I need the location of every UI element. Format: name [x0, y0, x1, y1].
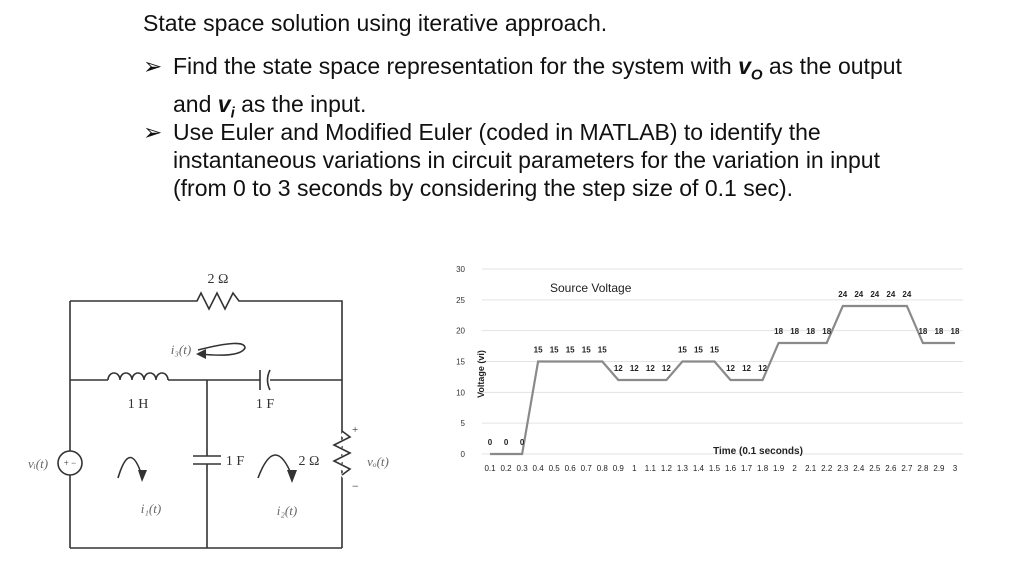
chart-title: Source Voltage	[550, 281, 632, 295]
data-label: 12	[661, 364, 671, 373]
data-label: 24	[902, 290, 912, 299]
x-tick-label: 1.1	[644, 464, 656, 473]
data-label: 15	[581, 345, 591, 355]
data-label: 12	[758, 364, 768, 373]
output-minus: −	[352, 479, 359, 493]
x-tick-label: 0.8	[596, 464, 608, 473]
label-r-top: 2 Ω	[207, 272, 229, 287]
x-tick-label: 1.6	[724, 464, 737, 473]
label-i2: i₂(t)	[276, 503, 298, 518]
x-tick-label: 1.7	[740, 464, 753, 473]
data-label: 18	[790, 327, 800, 336]
top-resistor-wire	[70, 293, 342, 548]
bullet-state-space	[143, 52, 903, 127]
x-tick-label: 2.7	[901, 464, 913, 473]
data-label: 15	[710, 345, 719, 355]
x-tick-label: 1.9	[773, 464, 785, 473]
data-label: 12	[726, 364, 735, 373]
x-tick-label: 0.6	[564, 464, 576, 473]
data-label: 18	[774, 327, 784, 336]
x-tick-label: 1	[632, 464, 637, 473]
x-axis-label: Time (0.1 seconds)	[713, 446, 803, 457]
label-cap-mid: 1 F	[225, 454, 245, 469]
x-tick-label: 0.1	[484, 464, 496, 473]
x-tick-label: 2.3	[837, 464, 849, 473]
x-tick-label: 0.7	[580, 464, 592, 473]
x-tick-label: 1.2	[660, 464, 672, 473]
circuit-diagram	[0, 258, 400, 563]
input-subscript: i	[230, 104, 235, 122]
x-tick-label: 2.9	[933, 464, 945, 473]
x-tick-label: 0.3	[516, 464, 528, 473]
arrowhead-icon	[138, 470, 147, 482]
loop-arrow-i2	[258, 455, 292, 478]
page-title: State space solution using iterative approach.	[143, 10, 608, 36]
data-label: 0	[519, 438, 525, 447]
data-label: 0	[503, 438, 509, 447]
arrow-bullet-icon: ➢	[143, 53, 163, 79]
data-label: 18	[918, 327, 928, 336]
data-label: 12	[613, 364, 623, 373]
y-tick-label: 0	[460, 450, 465, 459]
data-label: 12	[645, 364, 655, 373]
data-label: 18	[806, 327, 816, 336]
bullet-text-part: as the output and	[173, 53, 902, 117]
x-tick-label: 0.5	[548, 464, 560, 473]
data-label: 15	[549, 345, 559, 355]
x-tick-label: 0.9	[612, 464, 624, 473]
input-symbol: v	[217, 90, 231, 117]
label-r-right: 2 Ω	[298, 454, 320, 469]
x-tick-label: 2.5	[869, 464, 881, 473]
x-tick-label: 2	[792, 464, 797, 473]
data-label: 18	[950, 327, 960, 336]
data-label: 18	[822, 327, 832, 336]
x-tick-label: 1.8	[757, 464, 769, 473]
label-cap-top: 1 F	[255, 397, 275, 412]
x-tick-label: 2.4	[853, 464, 865, 473]
output-plus: +	[352, 424, 359, 436]
y-axis-label: Voltage (vi)	[476, 350, 486, 398]
bullet-euler	[143, 118, 903, 202]
x-tick-label: 2.2	[821, 464, 833, 473]
data-label: 24	[854, 290, 864, 299]
arrowhead-icon	[287, 470, 297, 483]
y-tick-label: 25	[456, 295, 465, 305]
x-tick-label: 2.8	[917, 464, 929, 473]
data-label: 15	[677, 345, 687, 355]
y-tick-label: 15	[456, 357, 465, 367]
data-label: 24	[870, 290, 880, 299]
bullet-text: Use Euler and Modified Euler (coded in MATLAB) to identify the instantaneous variations in circuit parameters for the variation in input (from 0 to 3 seconds by considering the step size of 0.1 sec).	[173, 119, 880, 201]
data-label: 15	[533, 345, 543, 355]
bullet-text-part: Find the state space representation for the system with	[173, 53, 739, 79]
x-tick-label: 2.6	[885, 464, 897, 473]
label-i1: i₁(t)	[140, 501, 162, 516]
y-tick-label: 20	[456, 326, 465, 336]
y-tick-label: 5	[460, 419, 465, 429]
output-symbol: v	[738, 53, 751, 79]
data-label: 12	[629, 364, 639, 373]
x-tick-label: 2.1	[805, 464, 817, 473]
series-line	[487, 306, 955, 454]
label-source: vᵢ(t)	[27, 456, 49, 471]
cap-top-plate-right	[268, 370, 271, 390]
data-label: 15	[597, 345, 607, 355]
x-tick-label: 1.3	[676, 464, 688, 473]
data-label: 15	[693, 345, 703, 355]
x-tick-label: 0.4	[532, 464, 544, 473]
label-output: vₒ(t)	[367, 454, 389, 469]
data-label: 0	[487, 438, 493, 447]
bullet-text-part: as the input.	[234, 90, 367, 117]
y-axis-ticks	[456, 265, 465, 459]
x-tick-label: 3	[952, 464, 958, 473]
x-axis-ticks	[484, 464, 957, 473]
source-polarity: + −	[63, 458, 77, 468]
inductor-coil	[108, 373, 168, 380]
x-tick-label: 0.2	[500, 464, 512, 473]
x-tick-label: 1.4	[692, 464, 705, 473]
y-tick-label: 10	[456, 388, 465, 398]
data-label: 12	[742, 364, 752, 373]
data-label: 18	[934, 327, 944, 336]
data-label: 24	[838, 290, 848, 299]
y-tick-label: 30	[456, 265, 465, 274]
label-i3: i₃(t)	[170, 342, 192, 357]
arrow-bullet-icon: ➢	[143, 119, 163, 145]
output-subscript: O	[750, 66, 763, 84]
bullet-text	[173, 52, 903, 127]
loop-arrow-i1	[118, 457, 142, 478]
data-label: 15	[565, 345, 575, 355]
data-label: 24	[886, 290, 896, 299]
source-voltage-chart	[440, 242, 970, 487]
label-inductor: 1 H	[127, 397, 149, 412]
arrowhead-icon	[196, 349, 206, 359]
x-tick-label: 1.5	[708, 464, 721, 473]
